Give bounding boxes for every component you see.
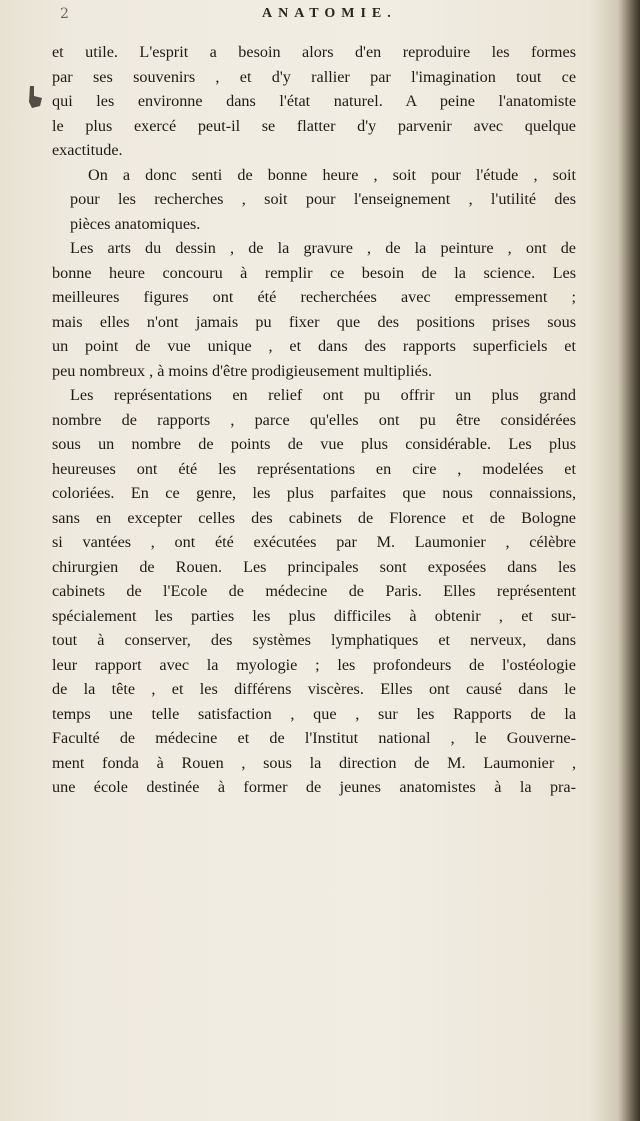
- text-line: temps une telle satisfaction , que , sur les Rapports de la: [52, 704, 576, 723]
- ink-mark-icon: [26, 84, 46, 110]
- text-line: si vantées , ont été exécutées par M. Laumonier , célèbre: [52, 533, 576, 551]
- text-line: sous un nombre de points de vue plus considérable. Les plus: [52, 435, 576, 453]
- text-line: cabinets de l'Ecole de médecine de Paris. Elles représentent: [52, 582, 576, 600]
- text-line: Faculté de médecine et de l'Institut national , le Gouverne-: [52, 729, 576, 747]
- text-line: peu nombreux , à moins d'être prodigieusement multipliés.: [52, 361, 433, 380]
- paragraph-3: [52, 236, 576, 383]
- running-title: ANATOMIE.: [262, 6, 397, 21]
- text-line: Les représentations en relief ont pu offrir un plus grand: [70, 386, 576, 404]
- text-line: meilleures figures ont été recherchées avec empressement ;: [52, 288, 576, 306]
- text-line: une école destinée à former de jeunes anatomistes à la pra-: [52, 778, 576, 796]
- page-number: 2: [60, 6, 69, 22]
- text-line: tout à conserver, des systèmes lymphatiques et nerveux, dans: [52, 631, 576, 649]
- text-line: spécialement les parties les plus difficiles à obtenir , et sur-: [52, 606, 576, 625]
- text-line: heureuses ont été les représentations en cire , modelées et: [52, 459, 576, 478]
- text-line: sans en excepter celles des cabinets de Florence et de Bologne: [52, 508, 576, 527]
- page-header: [52, 6, 572, 26]
- text-line: mais elles n'ont jamais pu fixer que des positions prises sous: [52, 312, 576, 331]
- text-line: un point de vue unique , et dans des rapports superficiels et: [52, 337, 576, 355]
- text-line: exactitude.: [52, 141, 123, 159]
- text-line: bonne heure concouru à remplir ce besoin de la science. Les: [52, 263, 576, 282]
- paragraph-4: [52, 383, 576, 800]
- text-line: et utile. L'esprit a besoin alors d'en reproduire les formes: [52, 43, 576, 61]
- paragraph-2: [52, 163, 576, 237]
- text-line: leur rapport avec la myologie ; les profondeurs de l'ostéologie: [52, 655, 576, 674]
- text-line: qui les environne dans l'état naturel. A peine l'anatomiste: [52, 92, 576, 110]
- text-line: nombre de rapports , parce qu'elles ont pu être considérées: [52, 410, 576, 429]
- text-line: coloriées. En ce genre, les plus parfaites que nous connaissions,: [52, 484, 576, 502]
- text-line: de la tête , et les différens viscères. Elles ont causé dans le: [52, 680, 576, 698]
- paragraph-1: [52, 40, 576, 163]
- text-line: ment fonda à Rouen , sous la direction de M. Laumonier ,: [52, 753, 576, 772]
- text-line: le plus exercé peut-il se flatter d'y parvenir avec quelque: [52, 116, 576, 135]
- text-line: On a donc senti de bonne heure , soit pour l'étude , soit: [88, 165, 576, 184]
- page-edge-shadow: [618, 0, 640, 1121]
- text-line: Les arts du dessin , de la gravure , de la peinture , ont de: [70, 239, 576, 257]
- text-line: par ses souvenirs , et d'y rallier par l'imagination tout ce: [52, 67, 576, 86]
- body-text: [52, 40, 576, 800]
- text-line: pour les recherches , soit pour l'enseignement , l'utilité des: [70, 190, 576, 208]
- text-line: chirurgien de Rouen. Les principales sont exposées dans les: [52, 557, 576, 576]
- text-line: pièces anatomiques.: [70, 214, 201, 233]
